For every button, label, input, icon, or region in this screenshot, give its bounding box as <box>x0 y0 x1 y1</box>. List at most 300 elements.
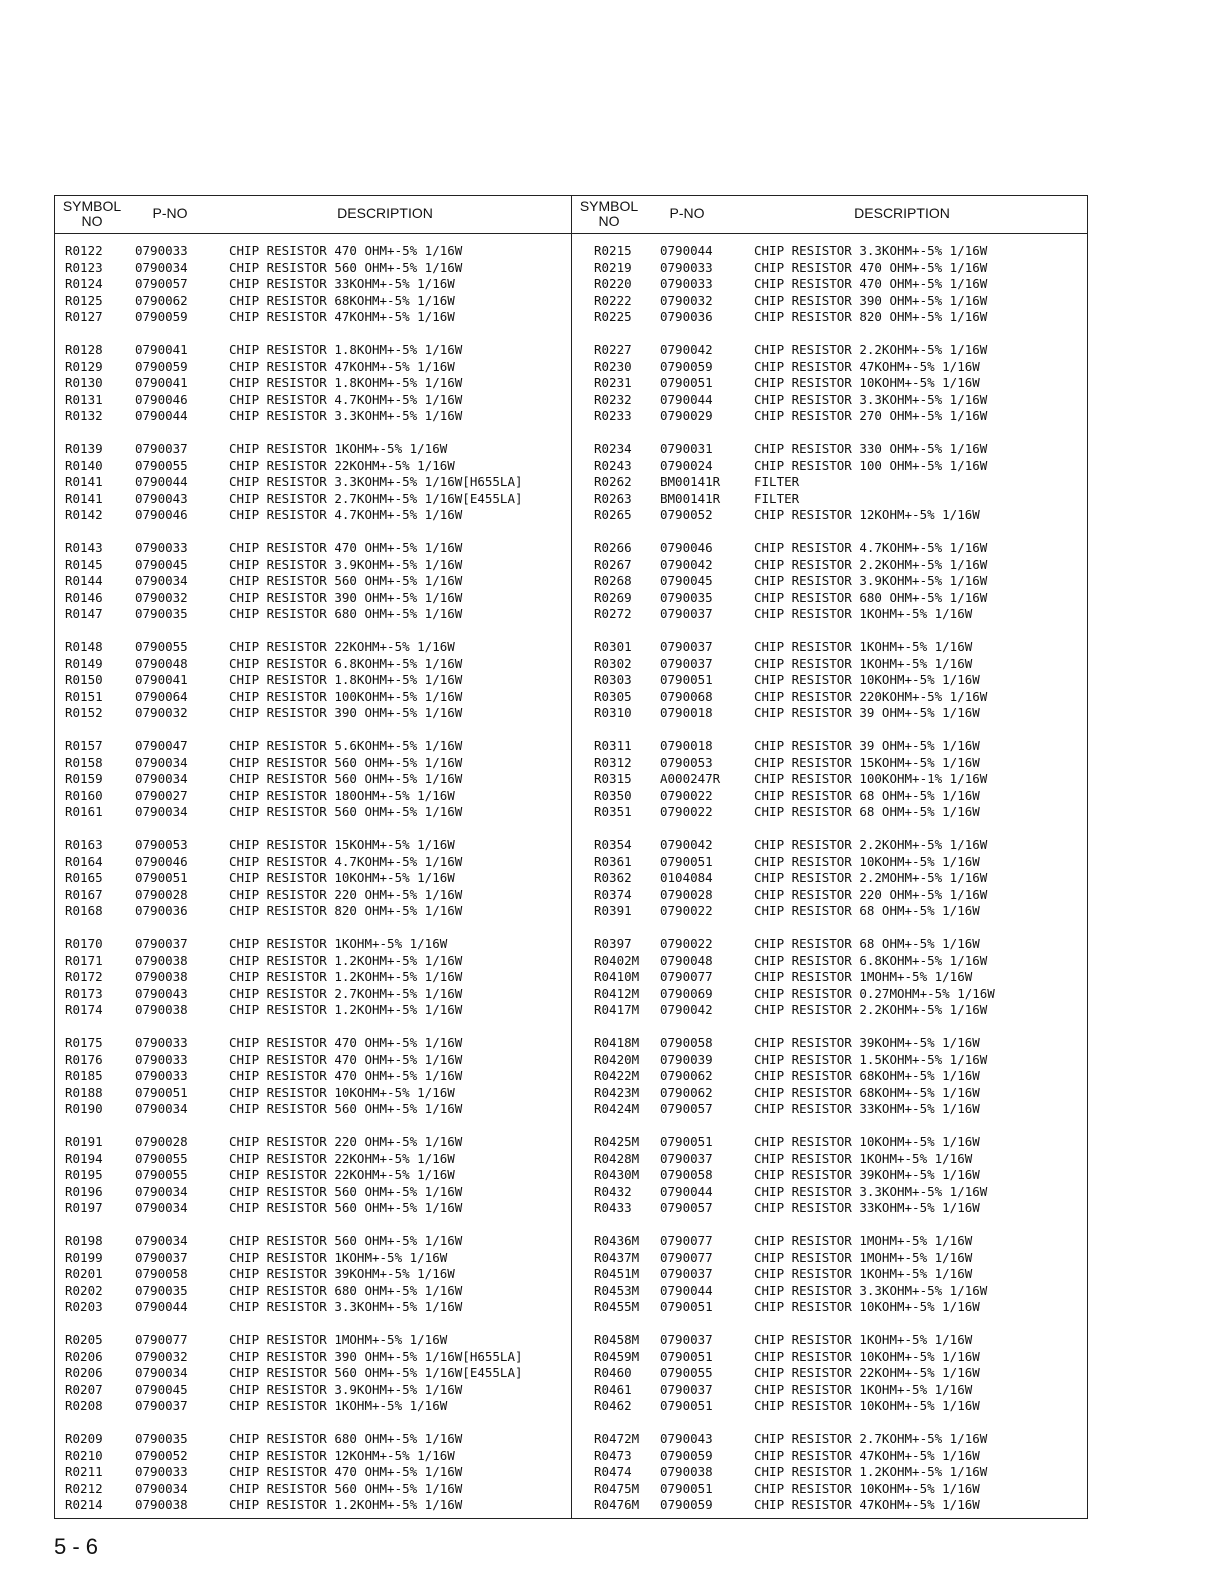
header-description: DESCRIPTION <box>854 205 950 221</box>
description-cell: CHIP RESISTOR 68 OHM+-5% 1/16W <box>754 903 980 918</box>
part-no-cell: 0790035 <box>660 589 713 605</box>
description-cell: CHIP RESISTOR 470 OHM+-5% 1/16W <box>229 1068 463 1083</box>
part-no-cell: 0104084 <box>660 870 713 885</box>
part-no-cell: 0790055 <box>135 1167 188 1182</box>
part-no-cell: 0790035 <box>135 1282 188 1298</box>
symbol-cell: R0145 <box>65 556 103 572</box>
description-cell: CHIP RESISTOR 68KOHM+-5% 1/16W <box>229 292 455 308</box>
symbol-cell: R0194 <box>65 1150 103 1166</box>
description-cell: CHIP RESISTOR 1KOHM+-5% 1/16W <box>229 1398 448 1413</box>
part-no-cell: 0790046 <box>135 507 188 522</box>
description-cell: CHIP RESISTOR 47KOHM+-5% 1/16W <box>229 358 455 374</box>
description-cell: CHIP RESISTOR 390 OHM+-5% 1/16W <box>754 292 988 308</box>
part-no-cell: 0790077 <box>660 1249 713 1265</box>
symbol-cell: R0174 <box>65 1002 103 1017</box>
description-cell: CHIP RESISTOR 47KOHM+-5% 1/16W <box>754 1447 980 1463</box>
table-row <box>55 293 571 310</box>
table-row <box>572 1464 1088 1481</box>
part-no-cell: 0790044 <box>660 1183 713 1199</box>
part-no-cell: 0790039 <box>660 1051 713 1067</box>
table-row <box>55 639 571 656</box>
table-row <box>572 1200 1088 1217</box>
description-cell: CHIP RESISTOR 220 OHM+-5% 1/16W <box>229 886 463 902</box>
table-row <box>55 1266 571 1283</box>
part-no-cell: 0790037 <box>135 1398 188 1413</box>
row-group <box>572 837 1088 936</box>
description-cell: CHIP RESISTOR 1KOHM+-5% 1/16W <box>229 1249 448 1265</box>
part-no-cell: 0790068 <box>660 688 713 704</box>
part-no-cell: 0790042 <box>660 556 713 572</box>
description-cell: CHIP RESISTOR 10KOHM+-5% 1/16W <box>754 672 980 687</box>
table-row <box>55 953 571 970</box>
part-no-cell: 0790055 <box>135 639 188 654</box>
table-row <box>572 705 1088 722</box>
symbol-cell: R0432 <box>594 1183 632 1199</box>
symbol-cell: R0127 <box>65 309 103 324</box>
part-no-cell: 0790037 <box>660 1332 713 1347</box>
description-cell: CHIP RESISTOR 1KOHM+-5% 1/16W <box>754 1332 973 1347</box>
description-cell: CHIP RESISTOR 1.2KOHM+-5% 1/16W <box>229 1002 463 1017</box>
part-no-cell: 0790041 <box>135 375 188 390</box>
description-cell: CHIP RESISTOR 1.5KOHM+-5% 1/16W <box>754 1051 988 1067</box>
table-row <box>572 1151 1088 1168</box>
part-no-cell: 0790069 <box>660 985 713 1001</box>
description-cell: CHIP RESISTOR 1KOHM+-5% 1/16W <box>754 606 973 621</box>
row-group <box>572 738 1088 837</box>
part-no-cell: 0790036 <box>135 903 188 918</box>
description-cell: CHIP RESISTOR 47KOHM+-5% 1/16W <box>754 358 980 374</box>
symbol-cell: R0124 <box>65 276 103 291</box>
table-row <box>572 1481 1088 1498</box>
table-row <box>572 1101 1088 1118</box>
description-cell: CHIP RESISTOR 220KOHM+-5% 1/16W <box>754 688 988 704</box>
part-no-cell: 0790057 <box>660 1101 713 1116</box>
symbol-cell: R0263 <box>594 490 632 506</box>
symbol-cell: R0130 <box>65 375 103 390</box>
symbol-cell: R0453M <box>594 1282 640 1298</box>
table-row <box>55 1332 571 1349</box>
part-no-cell: 0790058 <box>660 1167 713 1182</box>
description-cell: CHIP RESISTOR 39 OHM+-5% 1/16W <box>754 705 980 720</box>
table-row <box>55 474 571 491</box>
symbol-cell: R0420M <box>594 1051 640 1067</box>
table-header <box>572 196 1088 234</box>
description-cell: CHIP RESISTOR 22KOHM+-5% 1/16W <box>229 1150 455 1166</box>
symbol-cell: R0361 <box>594 853 632 869</box>
table-row <box>572 441 1088 458</box>
symbol-cell: R0350 <box>594 787 632 803</box>
table-row <box>55 342 571 359</box>
part-no-cell: 0790059 <box>660 1497 713 1512</box>
symbol-cell: R0208 <box>65 1398 103 1413</box>
table-row <box>572 1299 1088 1316</box>
description-cell: CHIP RESISTOR 22KOHM+-5% 1/16W <box>229 457 455 473</box>
description-cell: CHIP RESISTOR 47KOHM+-5% 1/16W <box>754 1497 980 1512</box>
table-row <box>572 1497 1088 1514</box>
description-cell: CHIP RESISTOR 330 OHM+-5% 1/16W <box>754 441 988 456</box>
symbol-cell: R0164 <box>65 853 103 869</box>
description-cell: CHIP RESISTOR 3.3KOHM+-5% 1/16W <box>754 243 988 258</box>
symbol-cell: R0190 <box>65 1101 103 1116</box>
parts-list-table <box>54 195 1088 1519</box>
symbol-cell: R0209 <box>65 1431 103 1446</box>
part-no-cell: 0790034 <box>135 573 188 588</box>
part-no-cell: 0790044 <box>660 1282 713 1298</box>
table-row <box>55 392 571 409</box>
part-no-cell: 0790059 <box>660 1447 713 1463</box>
description-cell: CHIP RESISTOR 39 OHM+-5% 1/16W <box>754 738 980 753</box>
part-no-cell: 0790033 <box>135 243 188 258</box>
table-row <box>572 392 1088 409</box>
table-row <box>572 1283 1088 1300</box>
description-cell: CHIP RESISTOR 6.8KOHM+-5% 1/16W <box>754 952 988 968</box>
description-cell: CHIP RESISTOR 3.3KOHM+-5% 1/16W <box>754 391 988 407</box>
symbol-cell: R0219 <box>594 259 632 275</box>
row-group <box>55 1134 571 1233</box>
description-cell: CHIP RESISTOR 22KOHM+-5% 1/16W <box>229 1167 455 1182</box>
symbol-cell: R0191 <box>65 1134 103 1149</box>
row-group <box>572 540 1088 639</box>
symbol-cell: R0211 <box>65 1464 103 1479</box>
table-row <box>55 557 571 574</box>
description-cell: CHIP RESISTOR 1MOHM+-5% 1/16W <box>754 1233 973 1248</box>
description-cell: CHIP RESISTOR 1KOHM+-5% 1/16W <box>754 1150 973 1166</box>
description-cell: CHIP RESISTOR 1.2KOHM+-5% 1/16W <box>229 969 463 984</box>
part-no-cell: 0790038 <box>660 1464 713 1479</box>
symbol-cell: R0475M <box>594 1480 640 1496</box>
symbol-cell: R0423M <box>594 1084 640 1100</box>
part-no-cell: 0790045 <box>135 1381 188 1397</box>
description-cell: CHIP RESISTOR 100KOHM+-1% 1/16W <box>754 771 988 786</box>
part-no-cell: 0790034 <box>135 1365 188 1380</box>
part-no-cell: 0790037 <box>660 1381 713 1397</box>
table-row <box>572 540 1088 557</box>
description-cell: CHIP RESISTOR 2.7KOHM+-5% 1/16W <box>754 1431 988 1446</box>
symbol-cell: R0150 <box>65 672 103 687</box>
symbol-cell: R0220 <box>594 276 632 291</box>
part-no-cell: 0790051 <box>660 853 713 869</box>
symbol-cell: R0266 <box>594 540 632 555</box>
symbol-cell: R0310 <box>594 705 632 720</box>
symbol-cell: R0143 <box>65 540 103 555</box>
symbol-cell: R0197 <box>65 1200 103 1215</box>
symbol-cell: R0152 <box>65 705 103 720</box>
symbol-cell: R0269 <box>594 589 632 605</box>
symbol-cell: R0144 <box>65 573 103 588</box>
part-no-cell: 0790028 <box>135 1134 188 1149</box>
description-cell: CHIP RESISTOR 10KOHM+-5% 1/16W <box>754 1134 980 1149</box>
part-no-cell: 0790051 <box>660 1480 713 1496</box>
description-cell: CHIP RESISTOR 4.7KOHM+-5% 1/16W <box>229 853 463 869</box>
part-no-cell: 0790047 <box>135 738 188 753</box>
part-no-cell: 0790028 <box>660 886 713 902</box>
symbol-cell: R0139 <box>65 441 103 456</box>
symbol-cell: R0234 <box>594 441 632 456</box>
symbol-cell: R0128 <box>65 342 103 357</box>
part-no-cell: 0790064 <box>135 688 188 704</box>
description-cell: CHIP RESISTOR 680 OHM+-5% 1/16W <box>229 1431 463 1446</box>
symbol-cell: R0476M <box>594 1497 640 1512</box>
table-row <box>55 1002 571 1019</box>
part-no-cell: 0790032 <box>135 705 188 720</box>
part-no-cell: 0790035 <box>135 1431 188 1446</box>
symbol-cell: R0141 <box>65 490 103 506</box>
symbol-cell: R0201 <box>65 1266 103 1281</box>
description-cell: CHIP RESISTOR 39KOHM+-5% 1/16W <box>754 1167 980 1182</box>
table-row <box>572 1349 1088 1366</box>
part-no-cell: 0790043 <box>660 1431 713 1446</box>
description-cell: CHIP RESISTOR 3.9KOHM+-5% 1/16W <box>229 556 463 572</box>
row-group <box>572 639 1088 738</box>
symbol-cell: R0207 <box>65 1381 103 1397</box>
description-cell: CHIP RESISTOR 1KOHM+-5% 1/16W <box>754 1266 973 1281</box>
description-cell: CHIP RESISTOR 3.9KOHM+-5% 1/16W <box>754 573 988 588</box>
part-no-cell: 0790035 <box>135 606 188 621</box>
part-no-cell: 0790028 <box>135 886 188 902</box>
symbol-cell: R0302 <box>594 655 632 671</box>
symbol-cell: R0462 <box>594 1398 632 1413</box>
description-cell: CHIP RESISTOR 39KOHM+-5% 1/16W <box>229 1266 455 1281</box>
description-cell: CHIP RESISTOR 1KOHM+-5% 1/16W <box>754 1381 973 1397</box>
part-no-cell: 0790041 <box>135 672 188 687</box>
part-no-cell: 0790034 <box>135 1480 188 1496</box>
symbol-cell: R0430M <box>594 1167 640 1182</box>
symbol-cell: R0460 <box>594 1365 632 1380</box>
table-row <box>572 738 1088 755</box>
table-row <box>55 1134 571 1151</box>
description-cell: CHIP RESISTOR 390 OHM+-5% 1/16W <box>229 589 463 605</box>
part-no-cell: 0790024 <box>660 457 713 473</box>
table-row <box>572 243 1088 260</box>
description-cell: CHIP RESISTOR 33KOHM+-5% 1/16W <box>754 1200 980 1215</box>
table-row <box>55 1365 571 1382</box>
description-cell: CHIP RESISTOR 100KOHM+-5% 1/16W <box>229 688 463 704</box>
table-row <box>55 540 571 557</box>
table-row <box>55 1398 571 1415</box>
description-cell: CHIP RESISTOR 2.2MOHM+-5% 1/16W <box>754 870 988 885</box>
table-row <box>572 573 1088 590</box>
symbol-cell: R0412M <box>594 985 640 1001</box>
row-group <box>572 1332 1088 1431</box>
description-cell: CHIP RESISTOR 39KOHM+-5% 1/16W <box>754 1035 980 1050</box>
part-no-cell: 0790051 <box>660 1348 713 1364</box>
part-no-cell: 0790062 <box>135 292 188 308</box>
symbol-cell: R0312 <box>594 754 632 770</box>
part-no-cell: 0790044 <box>135 1299 188 1314</box>
description-cell: CHIP RESISTOR 1MOHM+-5% 1/16W <box>754 1249 973 1265</box>
description-cell: CHIP RESISTOR 1KOHM+-5% 1/16W <box>754 639 973 654</box>
table-row <box>572 755 1088 772</box>
part-no-cell: 0790033 <box>135 1068 188 1083</box>
symbol-cell: R0232 <box>594 391 632 407</box>
symbol-cell: R0170 <box>65 936 103 951</box>
description-cell: CHIP RESISTOR 220 OHM+-5% 1/16W <box>754 886 988 902</box>
description-cell: CHIP RESISTOR 10KOHM+-5% 1/16W <box>754 1299 980 1314</box>
description-cell: CHIP RESISTOR 470 OHM+-5% 1/16W <box>229 1464 463 1479</box>
description-cell: CHIP RESISTOR 2.2KOHM+-5% 1/16W <box>754 1002 988 1017</box>
description-cell: CHIP RESISTOR 2.2KOHM+-5% 1/16W <box>754 342 988 357</box>
part-no-cell: 0790041 <box>135 342 188 357</box>
symbol-cell: R0141 <box>65 474 103 489</box>
table-row <box>55 903 571 920</box>
table-row <box>55 738 571 755</box>
symbol-cell: R0354 <box>594 837 632 852</box>
part-no-cell: 0790038 <box>135 969 188 984</box>
symbol-cell: R0149 <box>65 655 103 671</box>
table-row <box>55 309 571 326</box>
description-cell: FILTER <box>754 474 800 489</box>
table-row <box>55 755 571 772</box>
row-group <box>55 342 571 441</box>
table-row <box>572 1448 1088 1465</box>
symbol-cell: R0205 <box>65 1332 103 1347</box>
description-cell: CHIP RESISTOR 470 OHM+-5% 1/16W <box>754 259 988 275</box>
part-no-cell: 0790033 <box>660 276 713 291</box>
description-cell: CHIP RESISTOR 68 OHM+-5% 1/16W <box>754 936 980 951</box>
symbol-cell: R0151 <box>65 688 103 704</box>
part-no-cell: 0790059 <box>135 358 188 374</box>
description-cell: CHIP RESISTOR 820 OHM+-5% 1/16W <box>754 309 988 324</box>
description-cell: CHIP RESISTOR 560 OHM+-5% 1/16W <box>229 1233 463 1248</box>
table-row <box>55 491 571 508</box>
symbol-cell: R0132 <box>65 408 103 423</box>
symbol-cell: R0265 <box>594 507 632 522</box>
symbol-cell: R0167 <box>65 886 103 902</box>
row-group <box>572 1431 1088 1530</box>
table-row <box>572 1035 1088 1052</box>
description-cell: CHIP RESISTOR 560 OHM+-5% 1/16W <box>229 804 463 819</box>
description-cell: CHIP RESISTOR 1.2KOHM+-5% 1/16W <box>754 1464 988 1479</box>
symbol-cell: R0171 <box>65 952 103 968</box>
table-row <box>572 854 1088 871</box>
symbol-cell: R0243 <box>594 457 632 473</box>
part-no-cell: 0790046 <box>135 853 188 869</box>
part-no-cell: 0790042 <box>660 342 713 357</box>
symbol-cell: R0196 <box>65 1183 103 1199</box>
symbol-cell: R0433 <box>594 1200 632 1215</box>
description-cell: CHIP RESISTOR 3.9KOHM+-5% 1/16W <box>229 1381 463 1397</box>
description-cell: CHIP RESISTOR 15KOHM+-5% 1/16W <box>229 837 455 852</box>
part-no-cell: 0790045 <box>660 573 713 588</box>
table-row <box>55 1497 571 1514</box>
row-group <box>55 441 571 540</box>
header-p-no: P-NO <box>152 205 188 221</box>
table-row <box>572 606 1088 623</box>
part-no-cell: 0790038 <box>135 1497 188 1512</box>
symbol-cell: R0231 <box>594 375 632 390</box>
description-cell: CHIP RESISTOR 10KOHM+-5% 1/16W <box>229 1084 455 1100</box>
symbol-cell: R0315 <box>594 771 632 786</box>
table-row <box>572 342 1088 359</box>
description-cell: CHIP RESISTOR 12KOHM+-5% 1/16W <box>229 1447 455 1463</box>
table-row <box>572 293 1088 310</box>
symbol-cell: R0262 <box>594 474 632 489</box>
part-no-cell: 0790027 <box>135 787 188 803</box>
part-no-cell: 0790036 <box>660 309 713 324</box>
description-cell: CHIP RESISTOR 560 OHM+-5% 1/16W <box>229 1480 463 1496</box>
part-no-cell: 0790052 <box>660 507 713 522</box>
row-group <box>55 1035 571 1134</box>
table-row <box>572 408 1088 425</box>
description-cell: CHIP RESISTOR 3.3KOHM+-5% 1/16W <box>229 408 463 423</box>
table-row <box>55 788 571 805</box>
part-no-cell: 0790034 <box>135 754 188 770</box>
row-group <box>572 243 1088 342</box>
description-cell: CHIP RESISTOR 560 OHM+-5% 1/16W <box>229 573 463 588</box>
symbol-cell: R0206 <box>65 1365 103 1380</box>
part-no-cell: 0790042 <box>660 837 713 852</box>
symbol-cell: R0267 <box>594 556 632 572</box>
description-cell: CHIP RESISTOR 470 OHM+-5% 1/16W <box>229 1035 463 1050</box>
part-no-cell: 0790034 <box>135 1233 188 1248</box>
part-no-cell: 0790032 <box>135 1348 188 1364</box>
description-cell: CHIP RESISTOR 3.3KOHM+-5% 1/16W <box>229 1299 463 1314</box>
header-symbol-no: SYMBOL NO <box>62 198 122 229</box>
part-no-cell: 0790037 <box>660 655 713 671</box>
description-cell: CHIP RESISTOR 33KOHM+-5% 1/16W <box>229 276 455 291</box>
table-row <box>55 1299 571 1316</box>
table-row <box>55 887 571 904</box>
symbol-cell: R0222 <box>594 292 632 308</box>
description-cell: CHIP RESISTOR 2.7KOHM+-5% 1/16W <box>229 985 463 1001</box>
left-column <box>55 196 571 1518</box>
table-row <box>572 1382 1088 1399</box>
symbol-cell: R0161 <box>65 804 103 819</box>
row-group <box>55 1431 571 1530</box>
part-no-cell: 0790052 <box>135 1447 188 1463</box>
part-no-cell: 0790048 <box>660 952 713 968</box>
table-row <box>55 375 571 392</box>
table-row <box>55 1200 571 1217</box>
part-no-cell: 0790051 <box>660 672 713 687</box>
header-p-no: P-NO <box>669 205 705 221</box>
table-row <box>572 1398 1088 1415</box>
description-cell: CHIP RESISTOR 10KOHM+-5% 1/16W <box>754 375 980 390</box>
table-row <box>55 672 571 689</box>
symbol-cell: R0311 <box>594 738 632 753</box>
table-row <box>572 507 1088 524</box>
row-group <box>55 738 571 837</box>
symbol-cell: R0425M <box>594 1134 640 1149</box>
part-no-cell: 0790046 <box>135 391 188 407</box>
table-row <box>572 1085 1088 1102</box>
part-no-cell: 0790033 <box>135 1464 188 1479</box>
part-no-cell: 0790033 <box>660 259 713 275</box>
symbol-cell: R0168 <box>65 903 103 918</box>
part-no-cell: 0790033 <box>135 540 188 555</box>
symbol-cell: R0157 <box>65 738 103 753</box>
description-cell: CHIP RESISTOR 1MOHM+-5% 1/16W <box>754 969 973 984</box>
row-group <box>55 1233 571 1332</box>
part-no-cell: 0790034 <box>135 259 188 275</box>
part-no-cell: 0790029 <box>660 408 713 423</box>
description-cell: CHIP RESISTOR 820 OHM+-5% 1/16W <box>229 903 463 918</box>
table-row <box>572 375 1088 392</box>
symbol-cell: R0195 <box>65 1167 103 1182</box>
symbol-cell: R0203 <box>65 1299 103 1314</box>
symbol-cell: R0418M <box>594 1035 640 1050</box>
symbol-cell: R0142 <box>65 507 103 522</box>
symbol-cell: R0159 <box>65 771 103 786</box>
table-row <box>572 458 1088 475</box>
part-no-cell: 0790051 <box>660 375 713 390</box>
description-cell: FILTER <box>754 490 800 506</box>
table-row <box>55 969 571 986</box>
part-no-cell: 0790059 <box>135 309 188 324</box>
part-no-cell: 0790051 <box>660 1134 713 1149</box>
symbol-cell: R0212 <box>65 1480 103 1496</box>
symbol-cell: R0214 <box>65 1497 103 1512</box>
